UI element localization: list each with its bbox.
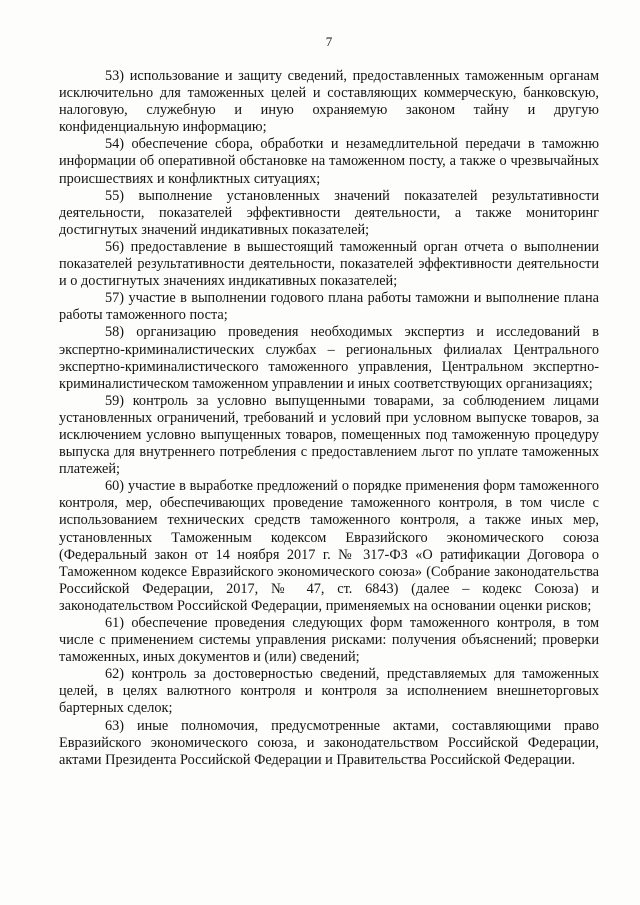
list-item bbox=[59, 393, 599, 478]
item-number: 54) bbox=[105, 136, 125, 153]
list-item bbox=[59, 718, 599, 769]
item-number: 58) bbox=[105, 324, 125, 341]
item-text: обеспечение проведения следующих форм таможенного контроля, в том числе с применением системы управления рисками: получения объяснений; проверки таможенных, иных документов и (или) сведений; bbox=[59, 615, 600, 666]
page-number: 7 bbox=[325, 34, 333, 49]
list-item bbox=[59, 478, 599, 615]
item-number: 56) bbox=[105, 238, 125, 255]
item-text: контроль за условно выпущенными товарами, за соблюдением лицами установленных ограничений, требований и условий при условном выпуске товаров, за исключением условно выпущенных товаров, помещенных под таможенную процедуру выпуска для внутреннего потребления с предоставлением льгот по уплате таможенных платежей; bbox=[59, 392, 599, 478]
item-text: участие в выполнении годового плана работы таможни и выполнение плана работы таможенного поста; bbox=[59, 290, 599, 324]
item-text: контроль за достоверностью сведений, представляемых для таможенных целей, в целях валютного контроля и контроля за исполнением внешнеторговых бартерных сделок; bbox=[59, 666, 600, 717]
item-number: 60) bbox=[105, 478, 125, 495]
list-item bbox=[59, 239, 599, 290]
item-number: 57) bbox=[105, 290, 125, 307]
list-item bbox=[59, 324, 599, 392]
item-text: использование и защиту сведений, предоставленных таможенным органам исключительно для таможенных целей и составляющих коммерческую, банковскую, налоговую, служебную и иную охраняемую законом тайну и другую конфиденциальную информацию; bbox=[59, 68, 599, 136]
item-text: предоставление в вышестоящий таможенный орган отчета о выполнении показателей результативности деятельности, показателей эффективности деятельности и о достигнутых значениях индикативных показателей; bbox=[59, 238, 599, 290]
list-item bbox=[59, 615, 599, 666]
item-text: обеспечение сбора, обработки и незамедлительной передачи в таможню информации об оперативной обстановке на таможенном посту, а также о чрезвычайных происшествиях и конфликтных ситуациях; bbox=[59, 136, 600, 187]
item-text: выполнение установленных значений показателей результативности деятельности, показателей эффективности деятельности, а также мониторинг достигнутых значений индикативных показателей; bbox=[59, 187, 599, 238]
item-number: 55) bbox=[105, 187, 125, 204]
item-number: 53) bbox=[105, 68, 125, 84]
item-text: организацию проведения необходимых экспертиз и исследований в экспертно-криминалистических службах – региональных филиалах Центрального экспертно-криминалистического таможенного управления, Центральном экспертно-криминалистическом таможенном управлении и иных соответствующих организациях; bbox=[59, 324, 599, 392]
item-number: 59) bbox=[105, 392, 125, 409]
item-text: участие в выработке предложений о порядке применения форм таможенного контроля, мер, обеспечивающих проведение таможенного контроля, в том числе с использованием технических средств таможенного контроля, а также иных мер, установленных Таможенным кодексом Евразийского экономического союза (Федеральный закон от 14 ноября 2017 г. № 317-ФЗ «О ратификации Договора о Таможенном кодексе Евразийского экономического союза» (Собрание законодательства Российской Федерации, 2017, № 47, ст. 6843) (далее – кодекс Союза) и законодательством Российской Федерации, применяемых на основании оценки рисков; bbox=[59, 478, 600, 614]
item-number: 61) bbox=[105, 615, 125, 631]
item-number: 62) bbox=[105, 666, 125, 683]
list-item bbox=[59, 188, 599, 239]
item-text: иные полномочия, предусмотренные актами, составляющими право Евразийского экономического союза, и законодательством Российской Федерации, актами Президента Российской Федерации и Правительства Российской Федерации. bbox=[59, 717, 599, 768]
list-item bbox=[59, 290, 599, 324]
list-item bbox=[59, 68, 599, 136]
list-item bbox=[59, 666, 599, 717]
item-number: 63) bbox=[105, 717, 125, 734]
list-item bbox=[59, 136, 599, 187]
